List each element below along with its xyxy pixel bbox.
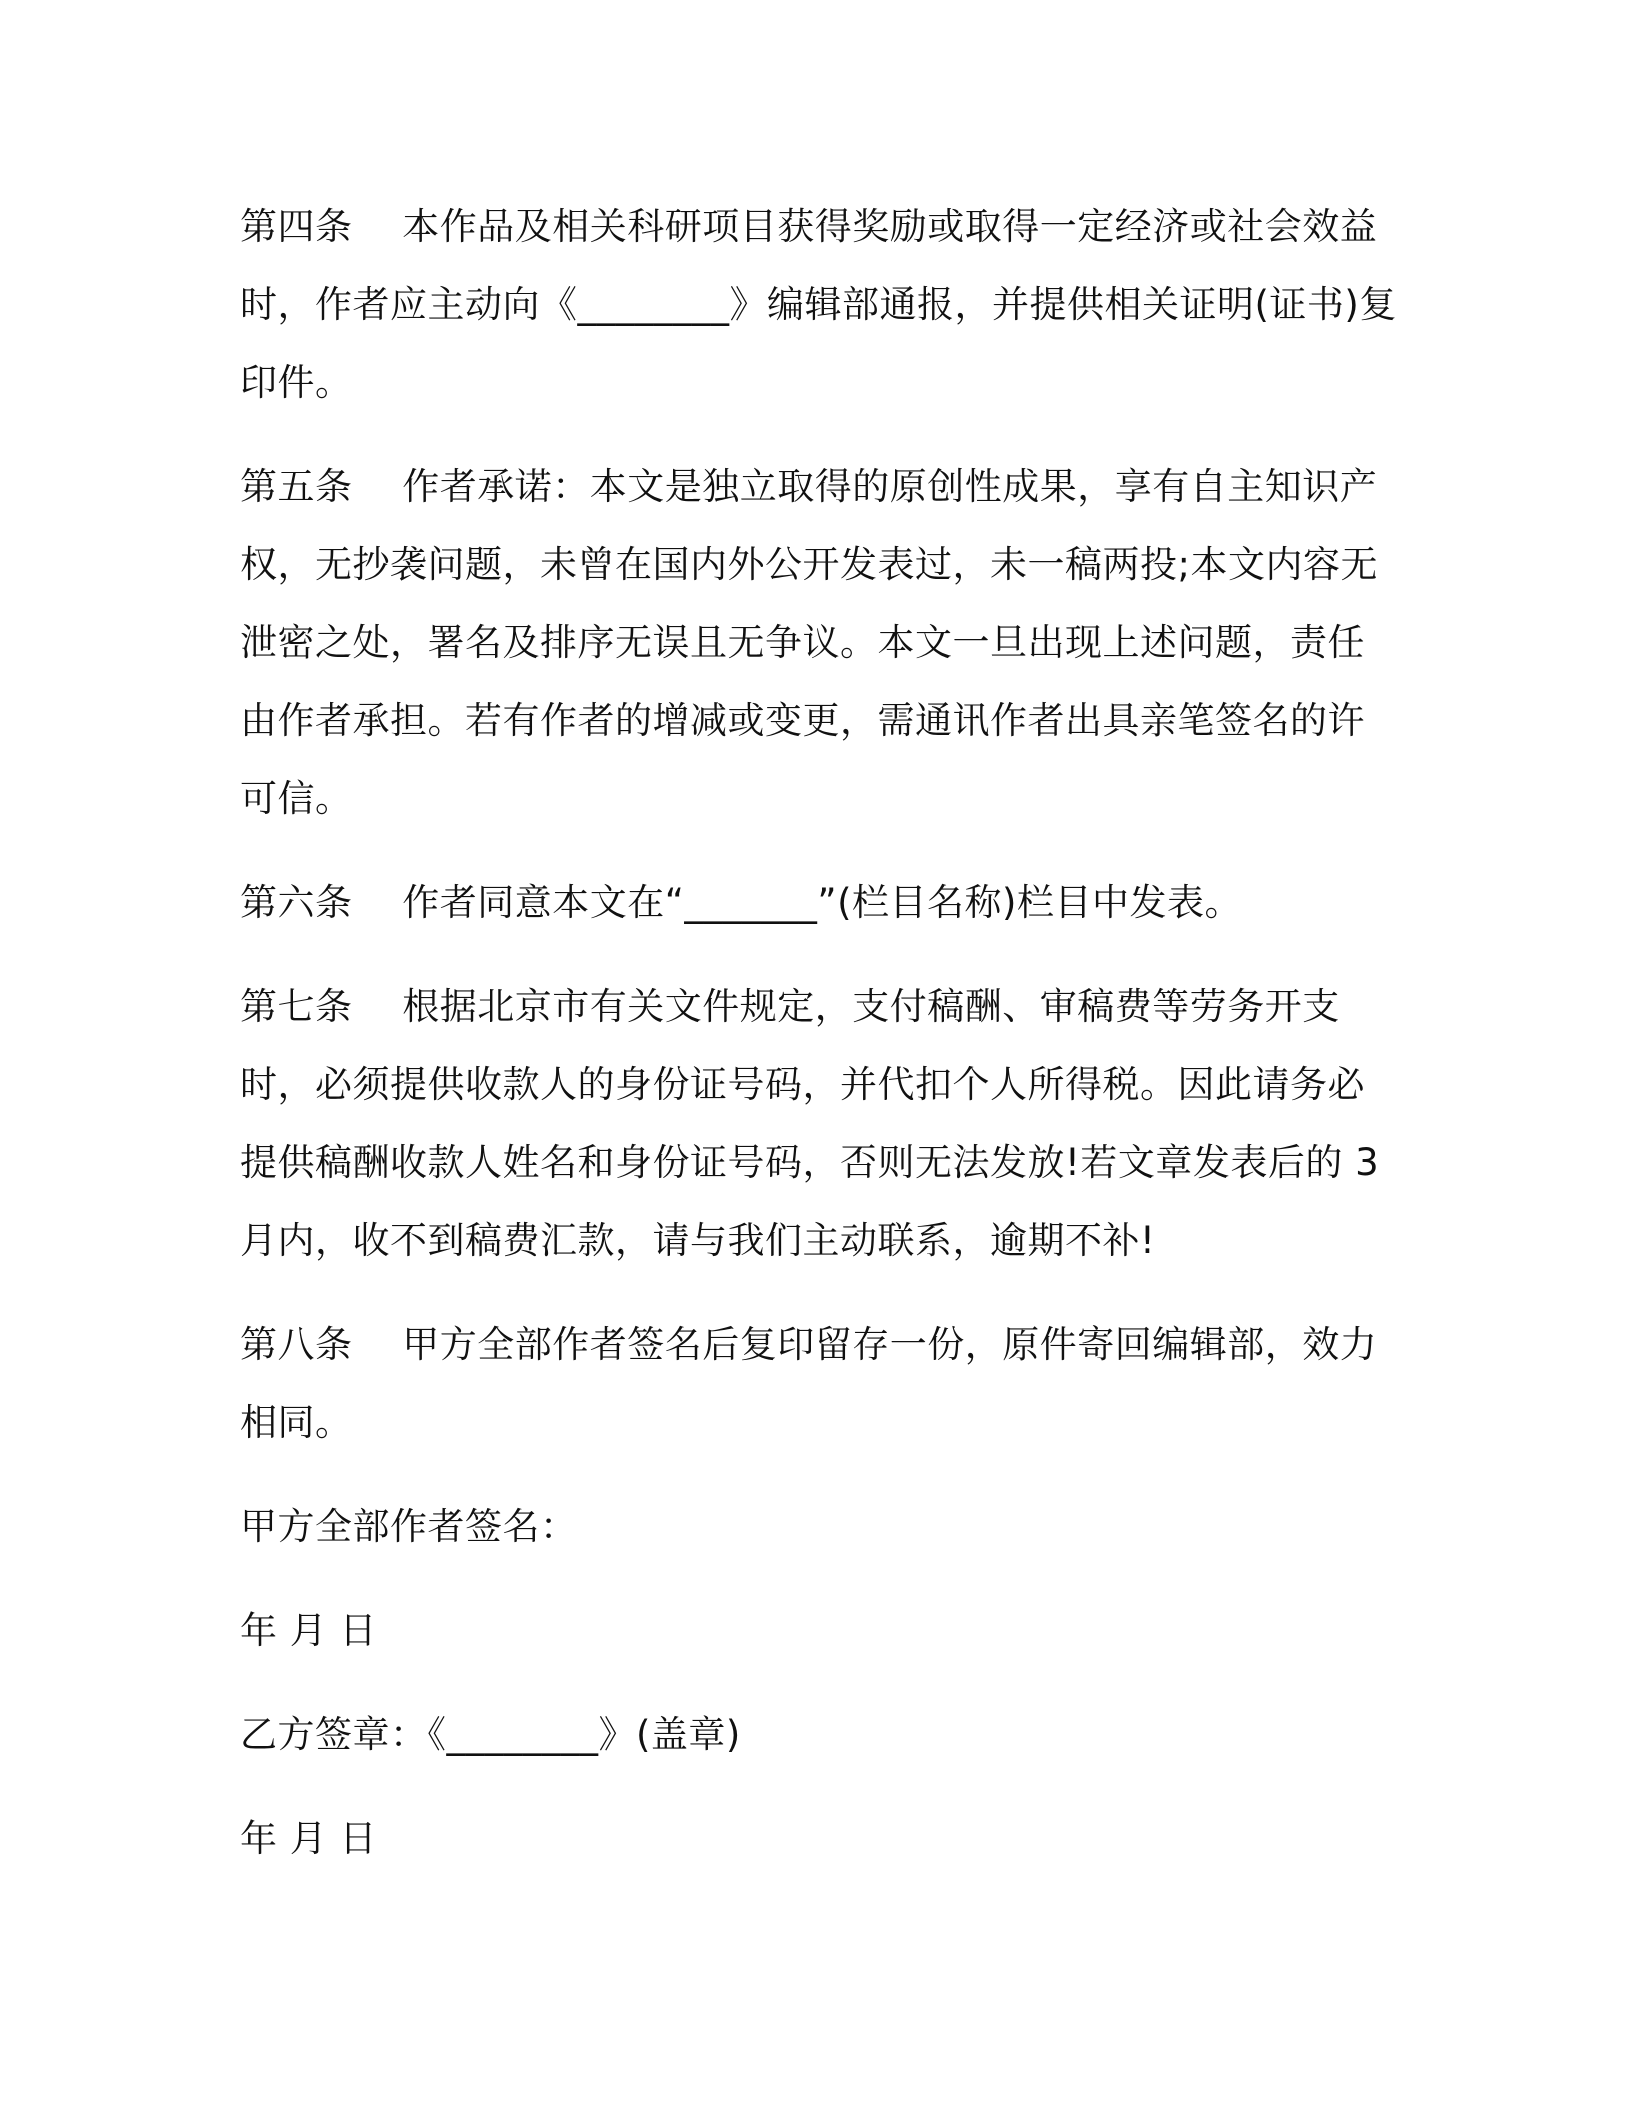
article-6 [240,864,1400,942]
article-5-label: 第五条 [240,465,353,508]
article-6-text: 作者同意本文在“_______”(栏目名称)栏目中发表。 [402,881,1242,924]
article-7-label: 第七条 [240,985,353,1028]
party-a-date-line: 年 月 日 [240,1609,378,1652]
article-7-text: 根据北京市有关文件规定，支付稿酬、审稿费等劳务开支时，必须提供收款人的身份证号码，并代扣个人所得税。因此请务必提供稿酬收款人姓名和身份证号码，否则无法发放!若文章发表后的 3 月内，收不到稿费汇款，请与我们主动联系，逾期不补! [240,985,1380,1262]
article-6-label: 第六条 [240,881,353,924]
article-4 [240,188,1400,422]
article-5 [240,448,1400,838]
document-content [240,188,1400,1904]
article-8 [240,1306,1400,1462]
party-a-signature-line: 甲方全部作者签名： [240,1505,578,1548]
article-8-label: 第八条 [240,1323,353,1366]
party-b-seal-line: 乙方签章：《________》(盖章) [240,1713,741,1756]
article-4-text: 本作品及相关科研项目获得奖励或取得一定经济或社会效益时，作者应主动向《________》编辑部通报，并提供相关证明(证书)复印件。 [240,205,1397,404]
party-b-date-line: 年 月 日 [240,1817,378,1860]
article-4-label: 第四条 [240,205,353,248]
article-7 [240,968,1400,1280]
article-8-text: 甲方全部作者签名后复印留存一份，原件寄回编辑部，效力相同。 [240,1323,1378,1444]
article-5-text: 作者承诺：本文是独立取得的原创性成果，享有自主知识产权，无抄袭问题，未曾在国内外公开发表过，未一稿两投;本文内容无泄密之处，署名及排序无误且无争议。本文一旦出现上述问题，责任由作者承担。若有作者的增减或变更，需通讯作者出具亲笔签名的许可信。 [240,465,1378,820]
